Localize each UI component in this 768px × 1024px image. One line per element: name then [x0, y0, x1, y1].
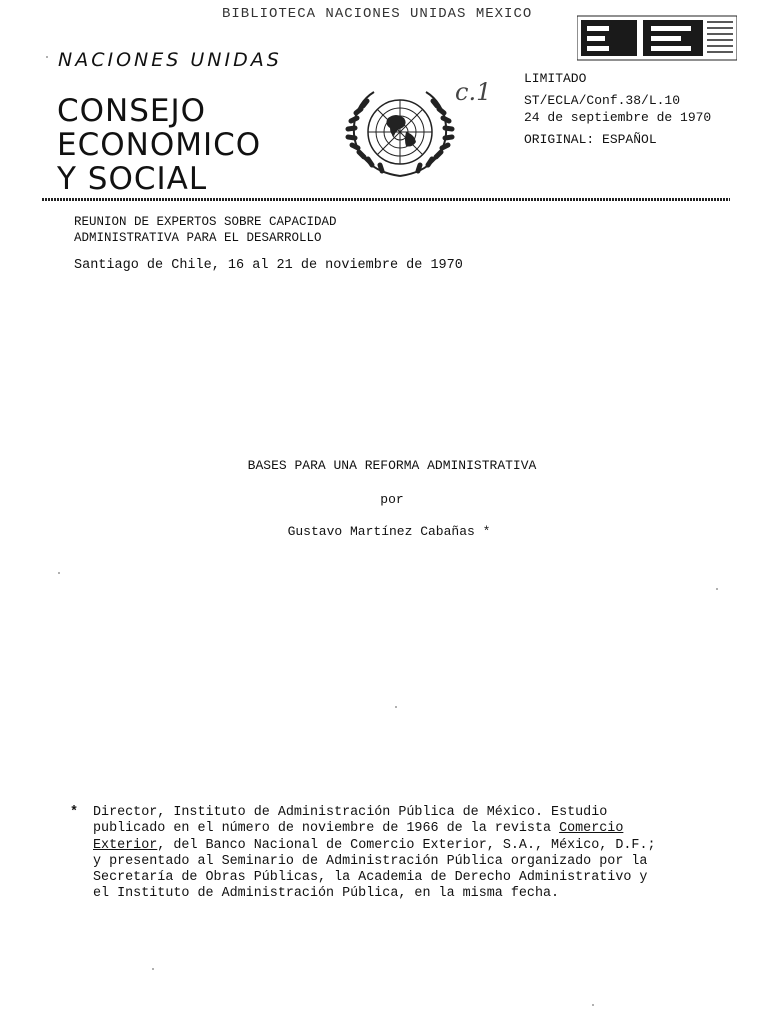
- scan-speck: [46, 56, 48, 58]
- footnote-marker: *: [70, 805, 79, 820]
- paper-title: BASES PARA UNA REFORMA ADMINISTRATIVA: [247, 458, 537, 473]
- footnote-journal: Comercio Exterior: [93, 821, 624, 853]
- ecla-logo-icon: [577, 14, 737, 62]
- document-date: 24 de septiembre de 1970: [524, 110, 712, 125]
- footnote-text: [93, 805, 670, 903]
- footnote-text-before: Director, Instituto de Administración Pública de México. Estudio publicado en el número de noviembre de 1966 de la revista: [93, 805, 608, 837]
- library-stamp: BIBLIOTECA NACIONES UNIDAS MEXICO: [222, 6, 533, 22]
- scan-speck: [58, 572, 60, 574]
- paper-author: Gustavo Martínez Cabañas *: [287, 524, 491, 539]
- footnote: [70, 805, 670, 903]
- header-divider: [42, 198, 730, 201]
- distribution-label: LIMITADO: [524, 71, 587, 86]
- document-meta: [524, 70, 711, 148]
- scan-speck: [716, 588, 718, 590]
- meeting-line-2: ADMINISTRATIVA PARA EL DESARROLLO: [74, 231, 322, 245]
- meeting-place-date: Santiago de Chile, 16 al 21 de noviembre de 1970: [74, 258, 463, 273]
- paper-by: por: [380, 492, 404, 507]
- original-language: ORIGINAL: ESPAÑOL: [524, 132, 657, 147]
- meeting-info: [74, 214, 337, 246]
- council-line-1: CONSEJO: [57, 93, 207, 129]
- council-title: [57, 94, 261, 196]
- handwritten-note: c.1: [455, 78, 492, 106]
- scan-speck: [395, 706, 397, 708]
- meeting-line-1: REUNION DE EXPERTOS SOBRE CAPACIDAD: [74, 215, 337, 229]
- council-line-2: ECONOMICO: [57, 127, 262, 163]
- footnote-text-after: , del Banco Nacional de Comercio Exterior, S.A., México, D.F.; y presentado al Seminario de Administración Pública organizado por la Secretaría de Obras Públicas, la Academia de Derecho Administrativo y el Instituto de Administración Pública, en la misma fecha.: [93, 837, 656, 902]
- organization-title: NACIONES UNIDAS: [58, 49, 282, 71]
- document-symbol: ST/ECLA/Conf.38/L.10: [524, 93, 681, 108]
- council-line-3: Y SOCIAL: [57, 161, 208, 197]
- scan-speck: [152, 968, 154, 970]
- scan-speck: [592, 1004, 594, 1006]
- un-emblem-icon: [340, 82, 460, 182]
